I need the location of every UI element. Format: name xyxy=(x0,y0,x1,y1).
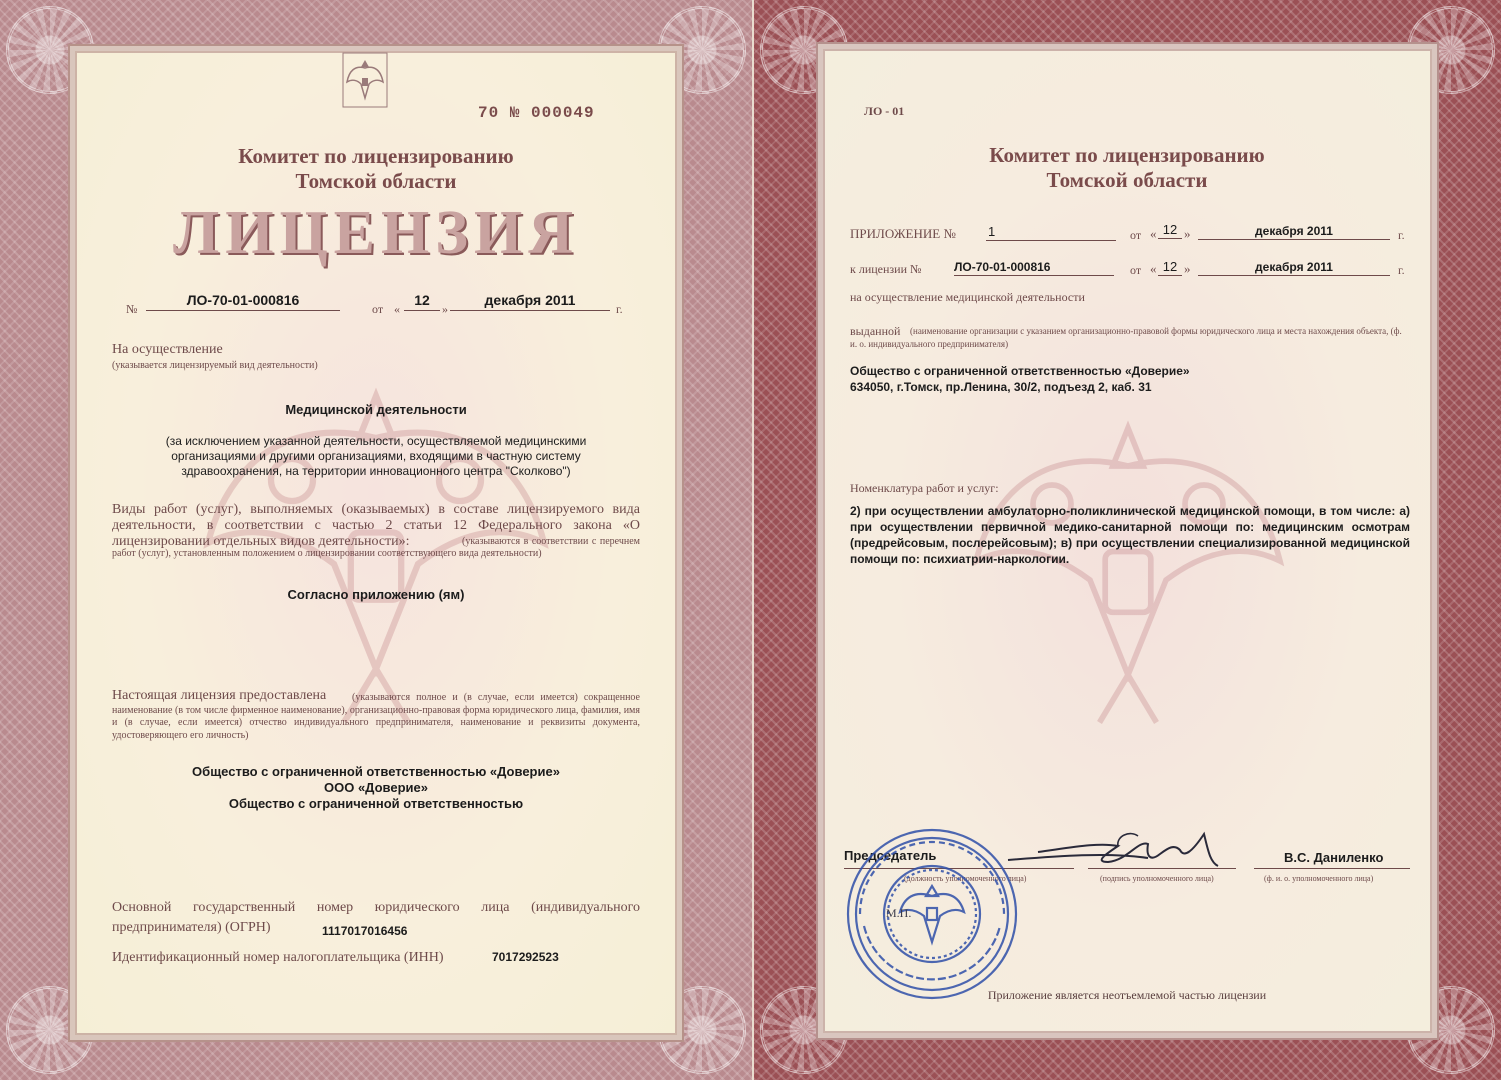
appendix-month-year: декабря 2011 xyxy=(1198,224,1390,240)
works-hint: (указываются в соответствии с перечнем работ (услуг), установленным положением о лицензировании соответствующего вида деятельности) xyxy=(112,536,640,559)
from-label: от xyxy=(372,302,384,316)
inn-value: 7017292523 xyxy=(492,950,559,964)
appendix-footer: Приложение является неотъемлемой частью лицензии xyxy=(987,988,1267,1002)
inn-label: Идентификационный номер налогоплательщика (ИНН) xyxy=(112,950,444,965)
from-label: от xyxy=(1130,228,1142,242)
year-suffix: г. xyxy=(1398,228,1405,242)
appendix-label: ПРИЛОЖЕНИЕ № xyxy=(850,226,956,241)
org-full-name: Общество с ограниченной ответственностью «Доверие» xyxy=(192,764,560,779)
coat-of-arms-icon xyxy=(342,52,388,108)
license-day: 12 xyxy=(404,292,440,311)
appendix-number: 1 xyxy=(986,224,1116,241)
license-day: 12 xyxy=(1158,259,1182,276)
license-number: ЛО-70-01-000816 xyxy=(954,260,1114,276)
signer-hint: (ф. и. о. уполномоченного лица) xyxy=(1264,874,1374,883)
license-number: ЛО-70-01-000816 xyxy=(146,292,340,311)
signer-name: В.С. Даниленко xyxy=(1284,850,1384,865)
to-license-label: к лицензии № xyxy=(850,262,922,276)
org-legal-form: Общество с ограниченной ответственностью xyxy=(228,796,524,811)
activity-label: На осуществление xyxy=(112,342,223,357)
chairman-label: Председатель xyxy=(844,848,937,863)
appendix-sheet xyxy=(754,0,1501,1080)
quote-open: « xyxy=(1150,261,1157,276)
quote-close: » xyxy=(442,302,448,316)
issued-hint: (наименование организации с указанием организационно-правовой формы юридического лица и места нахождения объекта, (ф. и. о. индивидуального предпринимателя) xyxy=(850,326,1402,349)
no-label: № xyxy=(126,302,138,316)
document-title: ЛИЦЕНЗИЯ xyxy=(173,199,579,267)
ogrn-value: 1117017016456 xyxy=(322,924,408,938)
form-code: ЛО - 01 xyxy=(864,104,905,118)
license-month-year: декабря 2011 xyxy=(1198,260,1390,276)
signature-icon xyxy=(998,822,1238,882)
org-address: 634050, г.Томск, пр.Ленина, 30/2, подъезд 2, каб. 31 xyxy=(850,380,1152,394)
ogrn-label: Основной государственный номер юридического лица (индивидуального предпринимателя) (ОГРН) xyxy=(112,900,640,935)
seal-mark: М.П. xyxy=(886,906,912,920)
year-suffix: г. xyxy=(616,302,623,316)
activity-note: (за исключением указанной деятельности, осуществляемой медицинскими организациями и другими организациями, входящими в частную систему здравоохранения, на территории инновационного центра "Сколково") xyxy=(165,434,587,478)
signer-line xyxy=(1254,868,1410,869)
quote-open: « xyxy=(394,302,400,316)
nomenclature-text: 2) при осуществлении амбулаторно-поликлинической медицинской помощи, в том числе: а) при осуществлении первичной медико-санитарной помощи по: медицинским осмотрам (предрейсовым, послерейсовым); в) при осуществлении специализированной медицинской помощи по: психиатрии-наркологии. xyxy=(850,504,1410,566)
quote-close: » xyxy=(1184,261,1191,276)
signature-hint: (подпись уполномоченного лица) xyxy=(1100,874,1214,883)
activity-value: Медицинской деятельности xyxy=(285,402,467,417)
nomenclature-label: Номенклатура работ и услуг: xyxy=(850,481,999,495)
issued-label: выданной xyxy=(850,324,901,338)
org-name: Общество с ограниченной ответственностью «Доверие» xyxy=(850,364,1190,378)
position-hint: (должность уполномоченного лица) xyxy=(904,874,1027,883)
region-name: Томской области xyxy=(295,169,457,193)
blank-number: 70 № 000049 xyxy=(478,104,595,122)
license-month-year: декабря 2011 xyxy=(450,292,610,311)
activity-label: на осуществление медицинской деятельности xyxy=(850,290,1085,304)
granted-hint: (указываются полное и (в случае, если имеется) сокращенное наименование (в том числе фирменное наименование), организационно-правовая форма юридического лица, фамилия, имя и (в случае, если имеется) отчество индивидуального предпринимателя, наименование и реквизиты документа, удостоверяющего его личность) xyxy=(112,692,640,741)
official-stamp-icon xyxy=(844,826,1020,1002)
granted-label: Настоящая лицензия предоставлена xyxy=(112,688,327,703)
year-suffix: г. xyxy=(1398,263,1405,277)
works-text: Виды работ (услуг), выполняемых (оказываемых) в составе лицензируемого вида деятельности, в соответствии с частью 2 статьи 12 Федерального закона «О лицензировании отдельных видов деятельности»: xyxy=(112,502,640,549)
from-label: от xyxy=(1130,263,1142,277)
committee-name: Комитет по лицензированию xyxy=(989,143,1265,167)
region-name: Томской области xyxy=(1046,168,1208,192)
quote-open: « xyxy=(1150,226,1157,241)
committee-name: Комитет по лицензированию xyxy=(238,144,514,168)
org-short-name: ООО «Доверие» xyxy=(324,780,428,795)
works-value: Согласно приложению (ям) xyxy=(287,587,465,602)
quote-close: » xyxy=(1184,226,1191,241)
appendix-day: 12 xyxy=(1158,222,1182,239)
activity-hint: (указывается лицензируемый вид деятельности) xyxy=(112,360,318,371)
